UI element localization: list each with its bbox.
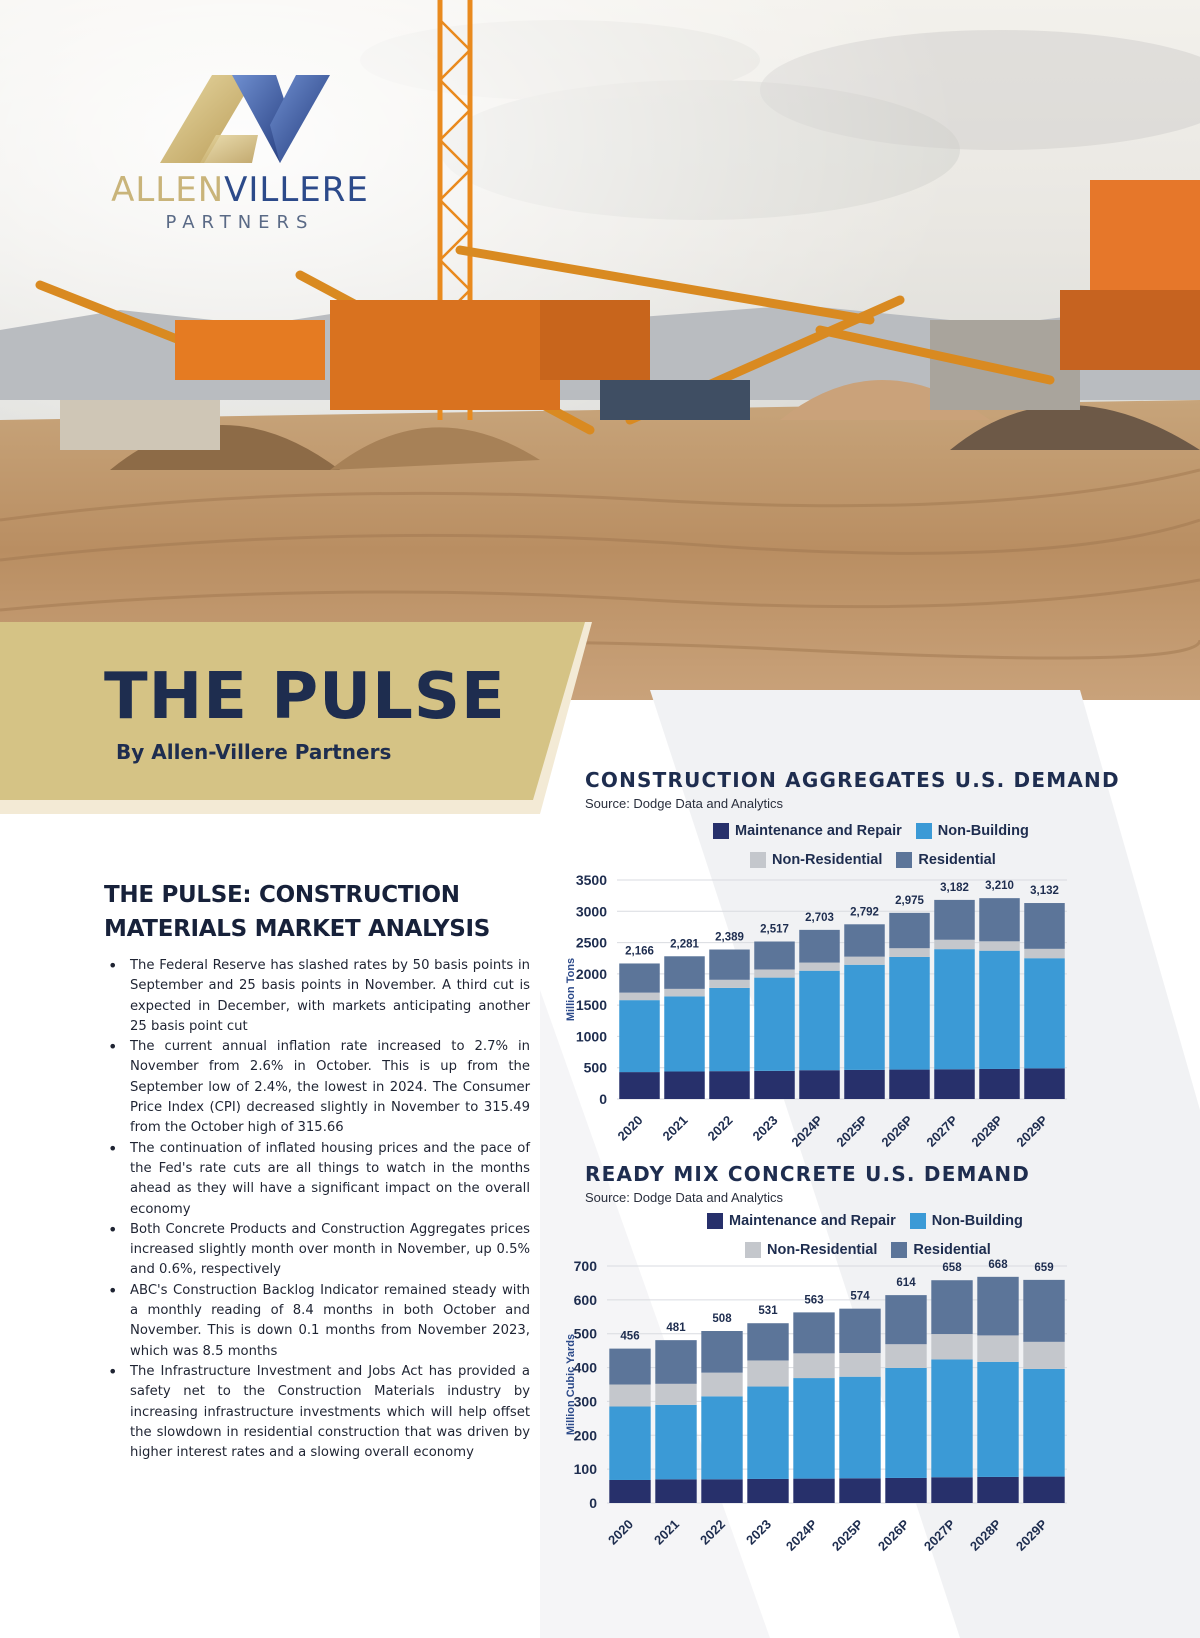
bar-segment (747, 1323, 788, 1360)
bar-segment (839, 1309, 880, 1353)
brand-name-part2: VILLERE (224, 170, 369, 210)
bar-segment (1023, 1369, 1064, 1477)
bar-segment (979, 898, 1020, 941)
bar-segment (889, 948, 930, 957)
legend-item (707, 1213, 896, 1229)
legend-label: Maintenance and Repair (729, 1213, 896, 1229)
legend-label: Residential (918, 852, 996, 868)
bar-segment (664, 989, 705, 997)
bar-segment (889, 957, 930, 1070)
brand-subtitle: PARTNERS (165, 212, 315, 233)
data-label: 668 (988, 1258, 1008, 1271)
x-tick-label: 2024P (788, 1112, 826, 1150)
y-tick-label: 1000 (575, 1028, 607, 1045)
data-label: 2,792 (850, 906, 879, 919)
x-tick-label: 2026P (878, 1112, 916, 1150)
legend-item (750, 852, 882, 868)
bar-segment (747, 1479, 788, 1503)
bar-segment (664, 996, 705, 1071)
y-tick-label: 0 (599, 1091, 607, 1107)
chart-legend (713, 823, 1029, 839)
bar-segment (754, 978, 795, 1071)
x-tick-label: 2020 (614, 1112, 646, 1144)
x-tick-label: 2022 (697, 1516, 729, 1548)
x-tick-label: 2027P (923, 1112, 961, 1150)
brand-name (100, 170, 380, 210)
bar-segment (977, 1335, 1018, 1361)
concrete-chart-header (585, 1162, 1125, 1205)
legend-item (916, 823, 1029, 839)
bullet-item: • The Infrastructure Investment and Jobs Act has provided a safety net to the Construction Materials industry by increasing infrastructure investments which will help offset the slowdown in residential construction that was driven by higher interest rates and a slowing overall economy (104, 1362, 530, 1463)
legend-swatch (750, 852, 766, 868)
data-label: 2,975 (895, 894, 924, 907)
bar-segment (754, 969, 795, 977)
legend-swatch (713, 823, 729, 839)
bar-segment (709, 988, 750, 1071)
bar-segment (934, 1069, 975, 1099)
bar-segment (609, 1349, 650, 1385)
bar-segment (844, 965, 885, 1070)
legend-item (910, 1213, 1023, 1229)
data-label: 563 (804, 1294, 824, 1307)
aggregates-chart-header (585, 768, 1125, 811)
bar-segment (885, 1295, 926, 1344)
legend-label: Residential (913, 1242, 991, 1258)
legend-item (713, 823, 902, 839)
bar-segment (793, 1312, 834, 1353)
bar-segment (709, 950, 750, 980)
bar-segment (619, 1072, 660, 1099)
chart-legend (750, 852, 996, 868)
y-tick-label: 200 (573, 1427, 597, 1444)
brand-logo (100, 70, 380, 240)
legend-label: Non-Residential (772, 852, 883, 868)
chart-title: READY MIX CONCRETE U.S. DEMAND (585, 1162, 1031, 1186)
bar-segment (931, 1359, 972, 1477)
aggregates-chart (560, 868, 1120, 1168)
data-label: 614 (896, 1277, 916, 1290)
bar-segment (979, 941, 1020, 950)
article-heading (104, 878, 544, 946)
data-label: 2,703 (805, 911, 834, 924)
y-tick-label: 2000 (575, 965, 607, 982)
legend-label: Non-Building (937, 823, 1029, 839)
legend-label: Non-Residential (767, 1242, 878, 1258)
byline: By Allen-Villere Partners (116, 740, 392, 764)
article-heading-line: THE PULSE: CONSTRUCTION (104, 882, 460, 908)
legend-swatch (896, 852, 912, 868)
bar-segment (844, 957, 885, 965)
bullet-item: • The Federal Reserve has slashed rates by 50 basis points in September and 25 basis points in November. A third cut is expected in December, with markets anticipating another 25 basis point cut (104, 956, 530, 1037)
data-label: 658 (942, 1262, 962, 1275)
legend-swatch (916, 823, 932, 839)
bar-segment (1024, 958, 1065, 1068)
x-tick-label: 2028P (968, 1112, 1006, 1150)
bar-segment (1023, 1342, 1064, 1369)
bar-segment (979, 1069, 1020, 1099)
bar-segment (1023, 1280, 1064, 1342)
bar-segment (931, 1334, 972, 1359)
concrete-chart (560, 1256, 1120, 1566)
bar-segment (799, 1070, 840, 1099)
data-label: 2,389 (715, 931, 744, 944)
y-tick-label: 3500 (575, 872, 607, 888)
bar-segment (754, 942, 795, 970)
data-label: 3,132 (1030, 885, 1059, 898)
bar-segment (664, 956, 705, 989)
bar-segment (1024, 903, 1065, 949)
x-tick-label: 2020 (605, 1516, 637, 1548)
bar-segment (977, 1277, 1018, 1336)
legend-label: Non-Building (931, 1213, 1023, 1229)
bar-segment (709, 1071, 750, 1099)
bullet-item: • ABC's Construction Backlog Indicator remained steady with a monthly reading of 8.4 months in both October and November. This is down 0.1 months from November 2023, which was 8.5 months (104, 1281, 530, 1362)
y-tick-label: 500 (573, 1325, 597, 1342)
article-heading-line: MATERIALS MARKET ANALYSIS (104, 916, 490, 942)
chart-legend (707, 1213, 1023, 1229)
data-label: 2,166 (625, 945, 654, 958)
bullet-item: • Both Concrete Products and Construction Aggregates prices increased slightly month over month in November, up 0.5% and 0.6%, respectively (104, 1220, 530, 1281)
bullet-item: • The current annual inflation rate increased to 2.7% in November from 2.6% in October. This is up from the September low of 2.4%, the lowest in 2024. The Consumer Price Index (CPI) decreased slightly in November to 315.49 from the October high of 315.66 (104, 1037, 530, 1138)
y-tick-label: 1500 (575, 997, 607, 1014)
bar-segment (655, 1384, 696, 1405)
bar-segment (1024, 949, 1065, 958)
x-tick-label: 2021 (651, 1516, 683, 1548)
data-label: 508 (712, 1313, 732, 1326)
bar-segment (655, 1340, 696, 1384)
bar-segment (754, 1071, 795, 1099)
bar-segment (934, 940, 975, 949)
bar-segment (844, 1070, 885, 1099)
bar-segment (839, 1478, 880, 1503)
data-label: 659 (1034, 1261, 1054, 1274)
bar-segment (747, 1387, 788, 1479)
y-tick-label: 3000 (575, 903, 607, 920)
chart-title: CONSTRUCTION AGGREGATES U.S. DEMAND (585, 768, 1120, 792)
bullet-item: • The continuation of inflated housing prices and the pace of the Fed's rate cuts are all things to watch in the months ahead as they will have a significant impact on the overall economy (104, 1139, 530, 1220)
bar-segment (747, 1360, 788, 1386)
data-label: 481 (666, 1322, 686, 1335)
bar-segment (619, 1000, 660, 1072)
x-tick-label: 2026P (874, 1516, 913, 1554)
data-label: 2,517 (760, 923, 789, 936)
legend-label: Maintenance and Repair (735, 823, 902, 839)
x-tick-label: 2029P (1012, 1516, 1051, 1554)
brand-name-part1: ALLEN (111, 170, 225, 210)
y-tick-label: 2500 (575, 934, 607, 951)
chart-source: Source: Dodge Data and Analytics (585, 1190, 784, 1205)
x-tick-label: 2024P (782, 1516, 821, 1554)
legend-item (896, 852, 995, 868)
bar-segment (931, 1477, 972, 1503)
y-axis-label: Million Cubic Yards (565, 1333, 577, 1436)
bar-segment (793, 1479, 834, 1503)
y-tick-label: 500 (583, 1059, 607, 1076)
bar-segment (1023, 1477, 1064, 1503)
bar-segment (844, 924, 885, 956)
x-tick-label: 2023 (749, 1112, 781, 1144)
data-label: 3,210 (985, 880, 1014, 893)
bar-segment (885, 1368, 926, 1478)
bar-segment (619, 993, 660, 1001)
page-title: THE PULSE (104, 660, 506, 734)
x-tick-label: 2025P (833, 1112, 871, 1150)
bar-segment (701, 1396, 742, 1479)
logo-mark-icon (160, 75, 330, 165)
x-tick-label: 2021 (659, 1112, 691, 1144)
bar-segment (609, 1385, 650, 1407)
bar-segment (655, 1479, 696, 1503)
bar-segment (839, 1377, 880, 1479)
bar-segment (709, 980, 750, 988)
data-label: 574 (850, 1290, 870, 1303)
bar-segment (619, 963, 660, 992)
bar-segment (977, 1477, 1018, 1503)
bar-segment (885, 1344, 926, 1368)
x-tick-label: 2025P (828, 1516, 867, 1554)
bar-segment (977, 1362, 1018, 1477)
data-label: 3,182 (940, 881, 969, 894)
bar-segment (793, 1353, 834, 1378)
y-tick-label: 100 (573, 1461, 597, 1478)
bullet-list (104, 956, 530, 1463)
x-tick-label: 2028P (966, 1516, 1005, 1554)
bar-segment (793, 1378, 834, 1479)
bar-segment (839, 1353, 880, 1377)
bar-segment (664, 1071, 705, 1099)
bar-segment (979, 951, 1020, 1069)
bar-segment (799, 930, 840, 963)
bar-segment (889, 1070, 930, 1099)
bar-segment (931, 1280, 972, 1334)
y-tick-label: 0 (589, 1495, 597, 1511)
x-tick-label: 2022 (704, 1112, 736, 1144)
bar-segment (799, 963, 840, 971)
bar-segment (885, 1478, 926, 1503)
y-tick-label: 300 (573, 1393, 597, 1410)
bar-segment (609, 1480, 650, 1503)
bar-segment (609, 1407, 650, 1480)
bar-segment (934, 949, 975, 1069)
bar-segment (934, 900, 975, 940)
bar-segment (701, 1479, 742, 1503)
bar-segment (655, 1405, 696, 1479)
chart-source: Source: Dodge Data and Analytics (585, 796, 784, 811)
y-tick-label: 700 (573, 1258, 597, 1274)
y-tick-label: 600 (573, 1291, 597, 1308)
bar-segment (701, 1331, 742, 1373)
y-axis-label: Million Tons (565, 957, 577, 1022)
x-tick-label: 2029P (1013, 1112, 1051, 1150)
legend-swatch (707, 1213, 723, 1229)
x-tick-label: 2027P (920, 1516, 959, 1554)
data-label: 531 (758, 1305, 778, 1318)
y-tick-label: 400 (573, 1359, 597, 1376)
bar-segment (799, 971, 840, 1070)
bar-segment (889, 913, 930, 948)
legend-swatch (910, 1213, 926, 1229)
data-label: 456 (620, 1330, 640, 1343)
data-label: 2,281 (670, 938, 699, 951)
bar-segment (701, 1373, 742, 1397)
bar-segment (1024, 1068, 1065, 1099)
x-tick-label: 2023 (743, 1516, 775, 1548)
